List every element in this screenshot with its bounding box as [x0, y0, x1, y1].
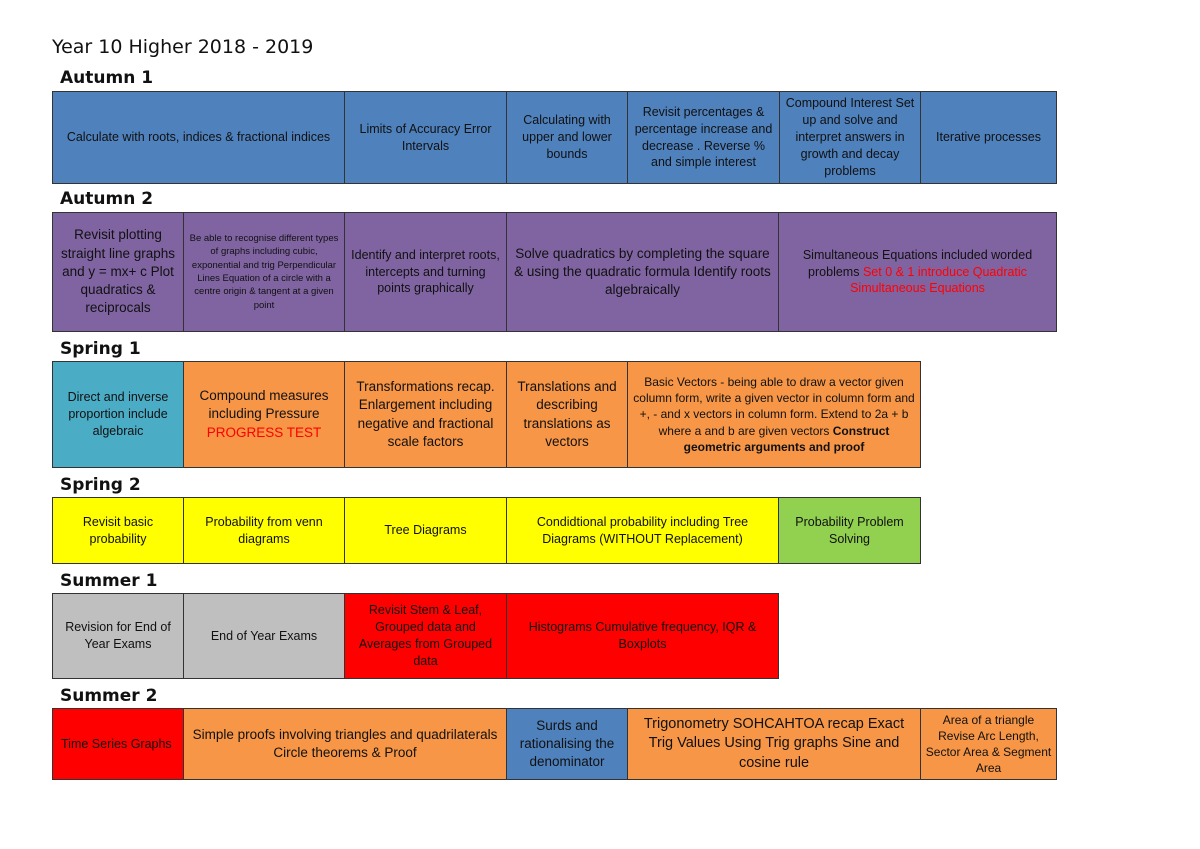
term-heading-autumn-1: Autumn 1 — [60, 68, 154, 88]
spring1-vectors-cell — [627, 361, 921, 468]
autumn1-percentages-cell: Revisit percentages & percentage increase and decrease . Reverse % and simple interest — [627, 91, 780, 184]
spring2-basic-probability-cell: Revisit basic probability — [52, 497, 184, 564]
spring1-translations-cell: Translations and describing translations as vectors — [506, 361, 628, 468]
simultaneous-equations-text: Simultaneous Equations included worded problems — [802, 247, 1033, 279]
autumn1-iterative-cell: Iterative processes — [920, 91, 1057, 184]
autumn2-solve-quadratics-cell: Solve quadratics by completing the square & using the quadratic formula Identify roots algebraically — [506, 212, 779, 332]
summer1-revision-cell: Revision for End of Year Exams — [52, 593, 184, 679]
geometric-proof-bold: Construct geometric arguments and proof — [683, 423, 890, 454]
autumn1-compound-interest-cell: Compound Interest Set up and solve and interpret answers in growth and decay problems — [779, 91, 921, 184]
term-heading-summer-2: Summer 2 — [60, 686, 158, 706]
autumn2-straight-line-graphs-cell: Revisit plotting straight line graphs and y = mx+ c Plot quadratics & reciprocals — [52, 212, 184, 332]
summer1-histograms-cell: Histograms Cumulative frequency, IQR & Boxplots — [506, 593, 779, 679]
vectors-text: Basic Vectors - being able to draw a vector given column form, write a given vector in column form and +, - and x vectors in column form. Extend to 2a + b where a and b are given vectors — [633, 375, 915, 438]
autumn2-roots-graphically-cell: Identify and interpret roots, intercepts and turning points graphically — [344, 212, 507, 332]
autumn2-simultaneous-equations-cell — [778, 212, 1057, 332]
page-title: Year 10 Higher 2018 - 2019 — [52, 36, 314, 58]
spring2-problem-solving-cell: Probability Problem Solving — [778, 497, 921, 564]
summer1-exams-cell: End of Year Exams — [183, 593, 345, 679]
summer2-time-series-cell: Time Series Graphs — [52, 708, 184, 780]
summer2-area-triangle-cell: Area of a triangle Revise Arc Length, Sector Area & Segment Area — [920, 708, 1057, 780]
spring2-conditional-probability-cell: Condidtional probability including Tree Diagrams (WITHOUT Replacement) — [506, 497, 779, 564]
spring1-compound-measures-cell — [183, 361, 345, 468]
term-heading-spring-1: Spring 1 — [60, 339, 141, 359]
summer2-surds-cell: Surds and rationalising the denominator — [506, 708, 628, 780]
term-heading-spring-2: Spring 2 — [60, 475, 141, 495]
summer1-stem-leaf-cell: Revisit Stem & Leaf, Grouped data and Averages from Grouped data — [344, 593, 507, 679]
compound-measures-text: Compound measures including Pressure — [199, 388, 329, 422]
autumn1-roots-indices-cell: Calculate with roots, indices & fractional indices — [52, 91, 345, 184]
summer2-trigonometry-cell: Trigonometry SOHCAHTOA recap Exact Trig Values Using Trig graphs Sine and cosine rule — [627, 708, 921, 780]
set-note-red: Set 0 & 1 introduce Quadratic Simultaneous Equations — [850, 264, 1027, 296]
term-heading-summer-1: Summer 1 — [60, 571, 158, 591]
summer2-proofs-cell: Simple proofs involving triangles and quadrilaterals Circle theorems & Proof — [183, 708, 507, 780]
spring2-tree-diagrams-cell: Tree Diagrams — [344, 497, 507, 564]
term-heading-autumn-2: Autumn 2 — [60, 189, 154, 209]
spring1-proportion-cell: Direct and inverse proportion include algebraic — [52, 361, 184, 468]
progress-test-red: PROGRESS TEST — [206, 424, 322, 440]
autumn1-bounds-cell: Calculating with upper and lower bounds — [506, 91, 628, 184]
autumn1-limits-accuracy-cell: Limits of Accuracy Error Intervals — [344, 91, 507, 184]
spring2-venn-diagrams-cell: Probability from venn diagrams — [183, 497, 345, 564]
autumn2-graph-types-cell: Be able to recognise different types of graphs including cubic, exponential and trig Perpendicular Lines Equation of a circle with a centre origin & tangent at a given point — [183, 212, 345, 332]
spring1-transformations-cell: Transformations recap. Enlargement including negative and fractional scale factors — [344, 361, 507, 468]
